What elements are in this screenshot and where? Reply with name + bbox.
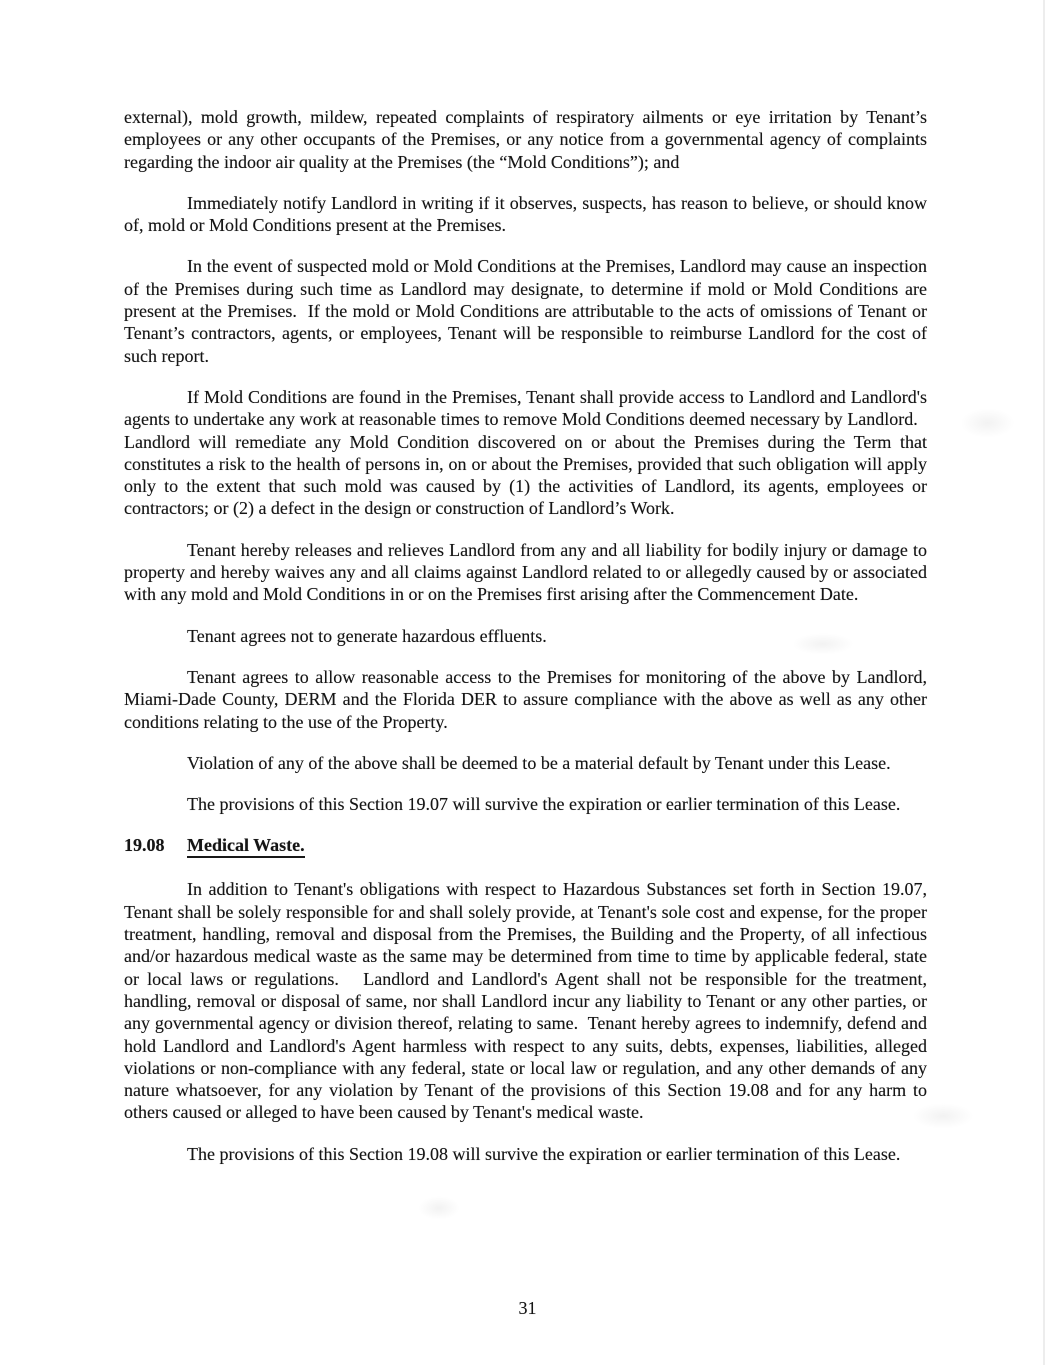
scan-smudge [418,1196,460,1220]
paragraph-medical-waste-obligations: In addition to Tenant's obligations with respect to Hazardous Substances set forth in Section 19.07, Tenant shall be solely responsible for and shall solely provide, at Tenant's sole cost and expense, for the proper treatment, handling, removal and disposal from the Premises, the Building and the Property, of all infectious and/or hazardous medical waste as the same may be determined from time to time by applicable federal, state or local laws or regulations. Landlord and Landlord's Agent shall not be responsible for the treatment, handling, removal or disposal of same, nor shall Landlord incur any liability to Tenant or any other parties, or any governmental agency or division thereof, relating to same. Tenant hereby agrees to indemnify, defend and hold Landlord and Landlord's Agent harmless with respect to any suits, debts, expenses, liabilities, alleged violations or non-compliance with any federal, state or local law or regulation, and any other demands of any nature whatsoever, for any violation by Tenant of the provisions of this Section 19.08 and for any harm to others caused or alleged to have been caused by Tenant's medical waste. [124,879,927,1123]
scan-smudge [960,408,1015,438]
paragraph-hazardous-effluents: Tenant agrees not to generate hazardous effluents. [187,625,547,646]
page-content [124,106,927,1184]
paragraph-mold-remediation: If Mold Conditions are found in the Premises, Tenant shall provide access to Landlord and Landlord's agents to undertake any work at reasonable times to remove Mold Conditions deemed necessary by Landlord. Landlord will remediate any Mold Condition discovered on or about the Premises during the Term that constitutes a risk to the health of persons in, on or about the Premises, provided that such obligation will apply only to the extent that such mold was caused by (1) the activities of Landlord, its agents, employees or contractors; or (2) a defect in the design or construction of Landlord’s Work. [124,386,927,519]
section-number: 19.08 [124,835,165,856]
paragraph-monitoring-access: Tenant agrees to allow reasonable access to the Premises for monitoring of the above by Landlord, Miami-Dade County, DERM and the Florida DER to assure compliance with the above as well as any other conditions relating to the use of the Property. [124,666,927,732]
paragraph-survival-1908: The provisions of this Section 19.08 will survive the expiration or earlier termination of this Lease. [187,1143,901,1164]
paragraph-violation-default: Violation of any of the above shall be deemed to be a material default by Tenant under this Lease. [187,752,891,773]
page-number: 31 [518,1298,537,1318]
paragraph-survival-1907: The provisions of this Section 19.07 will survive the expiration or earlier termination of this Lease. [187,794,901,815]
scan-edge-line [1043,0,1045,1365]
paragraph-suspected-mold-inspection: In the event of suspected mold or Mold Conditions at the Premises, Landlord may cause an inspection of the Premises during such time as Landlord may designate, to determine if mold or Mold Conditions are present at the Premises. If the mold or Mold Conditions are attributable to the acts of omissions of Tenant or Tenant’s contractors, agents, or employees, Tenant will be responsible to reimburse Landlord for the cost of such report. [124,256,927,366]
section-heading-medical-waste [124,834,927,857]
paragraph-mold-conditions-continuation: external), mold growth, mildew, repeated complaints of respiratory ailments or eye irritation by Tenant’s employees or any other occupants of the Premises, or any notice from a governmental agency of complaints regarding the indoor air quality at the Premises (the “Mold Conditions”); and [124,107,927,172]
paragraph-notify-landlord: Immediately notify Landlord in writing if it observes, suspects, has reason to believe, or should know of, mold or Mold Conditions present at the Premises. [124,192,927,236]
paragraph-release-of-liability: Tenant hereby releases and relieves Landlord from any and all liability for bodily injury or damage to property and hereby waives any and all claims against Landlord related to or allegedly caused by or associated with any mold and Mold Conditions in or on the Premises first arising after the Commencement Date. [124,539,927,605]
section-title: Medical Waste. [187,835,305,858]
